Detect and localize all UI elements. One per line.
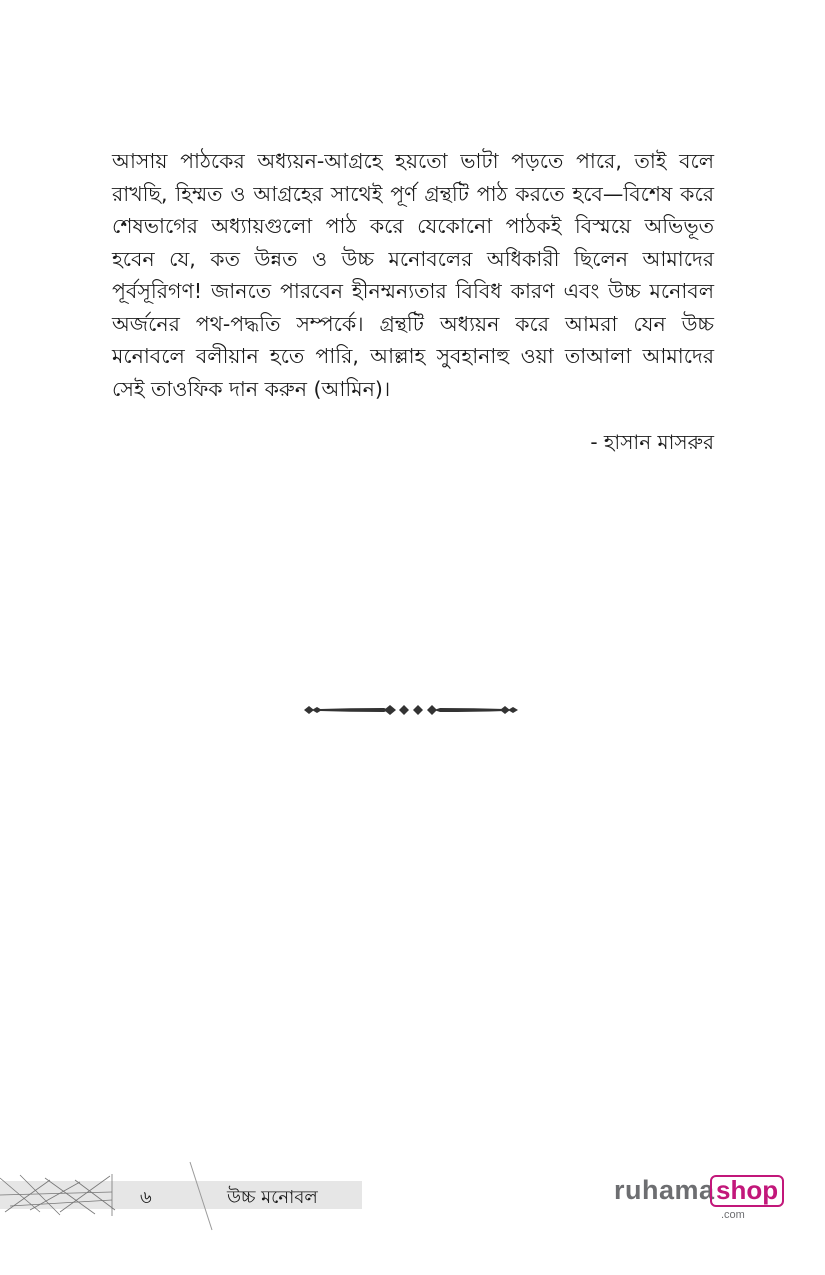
logo-shop-box: shop (710, 1175, 784, 1207)
footer-divider-line (180, 1160, 220, 1232)
author-signature: - হাসান মাসরুর (590, 430, 714, 454)
logo-domain: .com (721, 1209, 745, 1221)
book-title: উচ্চ মনোবল (227, 1187, 318, 1208)
publisher-logo (614, 1173, 784, 1225)
footer-hatch-decoration (0, 1170, 125, 1220)
divider-ornament-icon (300, 700, 525, 720)
logo-wordmark: ruhama (614, 1175, 715, 1205)
page-number: ৬ (140, 1187, 152, 1208)
body-paragraph: আসায় পাঠকের অধ্যয়ন-আগ্রহে হয়তো ভাটা পড়তে পারে, তাই বলে রাখছি, হিম্মত ও আগ্রহের সাথেই পূর্ণ গ্রন্থটি পাঠ করতে হবে—বিশেষ করে শেষভাগের অধ্যায়গুলো পাঠ করে যেকোনো পাঠকই বিস্ময়ে অভিভূত হবেন যে, কত উন্নত ও উচ্চ মনোবলের অধিকারী ছিলেন আমাদের পূর্বসূরিগণ! জানতে পারবেন হীনম্মন্যতার বিবিধ কারণ এবং উচ্চ মনোবল অর্জনের পথ-পদ্ধতি সম্পর্কে। গ্রন্থটি অধ্যয়ন করে আমরা যেন উচ্চ মনোবলে বলীয়ান হতে পারি, আল্লাহ সুবহানাহু ওয়া তাআলা আমাদের সেই তাওফিক দান করুন (আমিন)। (112, 149, 714, 401)
